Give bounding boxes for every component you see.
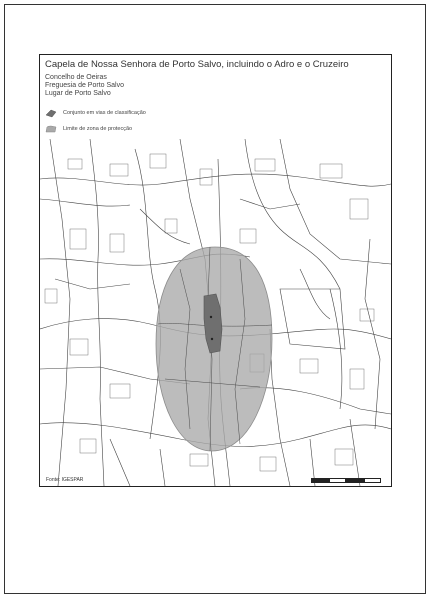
rounded-swatch-icon <box>44 124 58 134</box>
legend-item-protection <box>44 123 132 135</box>
page-sheet <box>4 4 426 594</box>
map-credit: Fonte: IGESPAR <box>46 477 84 483</box>
diamond-swatch-icon <box>44 108 58 118</box>
scale-bar <box>311 478 381 482</box>
cadastral-map[interactable] <box>40 139 391 486</box>
legend-label-classified: Conjunto em vias de classificação <box>63 110 146 116</box>
subtitle-freguesia: Freguesia de Porto Salvo <box>45 82 124 89</box>
subtitle-concelho: Concelho de Oeiras <box>45 74 107 81</box>
map-title: Capela de Nossa Senhora de Porto Salvo, incluindo o Adro e o Cruzeiro <box>45 59 349 70</box>
legend-label-protection: Limite de zona de protecção <box>63 126 133 132</box>
subtitle-lugar: Lugar de Porto Salvo <box>45 90 111 97</box>
map-panel <box>39 54 392 487</box>
legend-item-classified <box>44 107 146 119</box>
